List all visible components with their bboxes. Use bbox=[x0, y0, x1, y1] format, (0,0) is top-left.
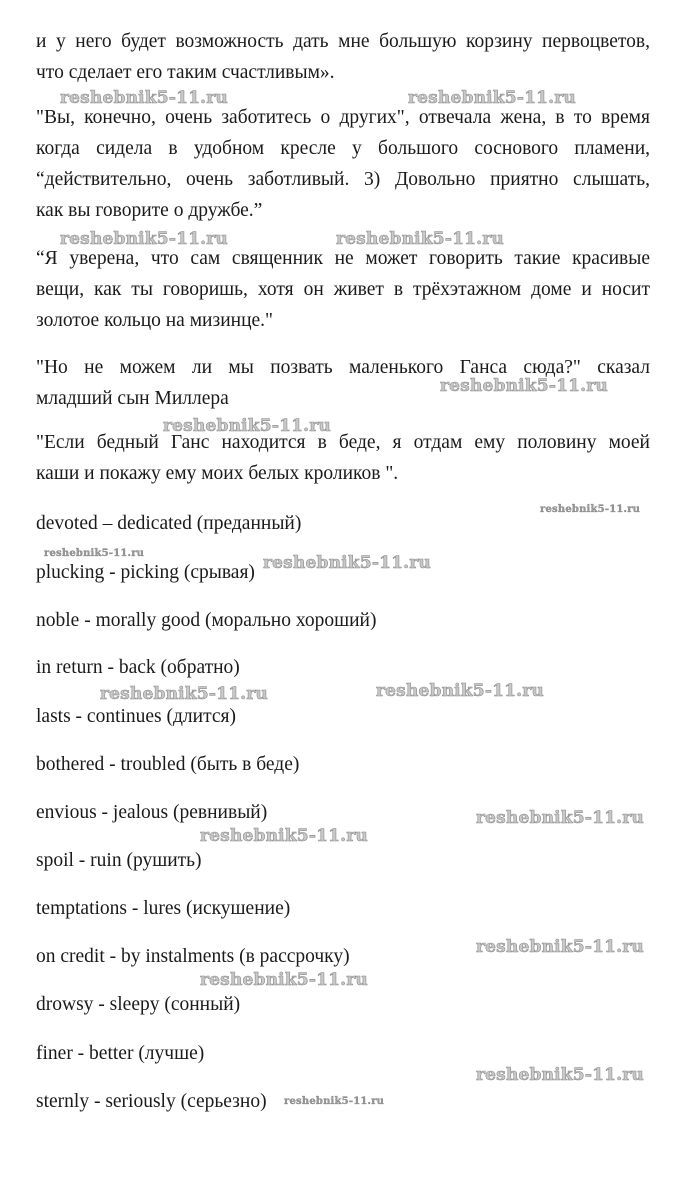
vocab-item: bothered - troubled (быть в беде) bbox=[36, 754, 300, 775]
vocab-item: plucking - picking (срывая) bbox=[36, 562, 255, 583]
text-line: "Но не можем ли мы позвать маленького Ганса сюда?" сказал bbox=[36, 357, 650, 378]
paragraph-5 bbox=[36, 427, 650, 489]
watermark: reshebnik5-11.ru bbox=[263, 553, 431, 573]
vocab-item: in return - back (обратно) bbox=[36, 657, 240, 678]
watermark: reshebnik5-11.ru bbox=[284, 1096, 385, 1107]
vocab-item: finer - better (лучше) bbox=[36, 1043, 205, 1064]
watermark: reshebnik5-11.ru bbox=[476, 808, 644, 828]
vocab-item: envious - jealous (ревнивый) bbox=[36, 802, 268, 823]
watermark: reshebnik5-11.ru bbox=[476, 937, 644, 957]
vocab-item: lasts - continues (длится) bbox=[36, 706, 236, 727]
text-line: младший сын Миллера bbox=[36, 388, 229, 409]
watermark: reshebnik5-11.ru bbox=[60, 88, 228, 108]
watermark: reshebnik5-11.ru bbox=[440, 376, 608, 396]
text-line: каши и покажу ему моих белых кроликов ". bbox=[36, 463, 399, 484]
watermark: reshebnik5-11.ru bbox=[60, 229, 228, 249]
text-line: “Я уверена, что сам священник не может говорить такие красивые bbox=[36, 248, 650, 269]
vocab-item: noble - morally good (морально хороший) bbox=[36, 610, 377, 631]
watermark: reshebnik5-11.ru bbox=[336, 229, 504, 249]
text-line: "Вы, конечно, очень заботитесь о других", отвечала жена, в то время bbox=[36, 107, 650, 128]
watermark: reshebnik5-11.ru bbox=[200, 826, 368, 846]
text-line: вещи, как ты говоришь, хотя он живет в трёхэтажном доме и носит bbox=[36, 279, 650, 300]
watermark: reshebnik5-11.ru bbox=[200, 970, 368, 990]
watermark: reshebnik5-11.ru bbox=[163, 416, 331, 436]
text-line: как вы говорите о дружбе.” bbox=[36, 200, 263, 221]
watermark: reshebnik5-11.ru bbox=[100, 684, 268, 704]
paragraph-2 bbox=[36, 102, 650, 226]
paragraph-1 bbox=[36, 26, 650, 88]
text-line: и у него будет возможность дать мне большую корзину первоцветов, bbox=[36, 31, 650, 52]
vocab-item: temptations - lures (искушение) bbox=[36, 898, 291, 919]
text-line: что сделает его таким счастливым». bbox=[36, 62, 335, 83]
text-line: когда сидела в удобном кресле у большого соснового пламени, bbox=[36, 138, 650, 159]
watermark: reshebnik5-11.ru bbox=[408, 88, 576, 108]
watermark: reshebnik5-11.ru bbox=[476, 1065, 644, 1085]
text-line: золотое кольцо на мизинце." bbox=[36, 310, 273, 331]
watermark: reshebnik5-11.ru bbox=[44, 548, 145, 559]
text-line: "Если бедный Ганс находится в беде, я отдам ему половину моей bbox=[36, 432, 650, 453]
vocab-item: sternly - seriously (серьезно) bbox=[36, 1091, 267, 1112]
watermark: reshebnik5-11.ru bbox=[376, 681, 544, 701]
vocab-item: drowsy - sleepy (сонный) bbox=[36, 994, 241, 1015]
vocab-item: on credit - by instalments (в рассрочку) bbox=[36, 946, 350, 967]
paragraph-3 bbox=[36, 243, 650, 336]
text-line: “действительно, очень заботливый. 3) Довольно приятно слышать, bbox=[36, 169, 650, 190]
vocab-item: spoil - ruin (рушить) bbox=[36, 850, 202, 871]
vocab-item: devoted – dedicated (преданный) bbox=[36, 513, 302, 534]
watermark: reshebnik5-11.ru bbox=[540, 504, 641, 515]
